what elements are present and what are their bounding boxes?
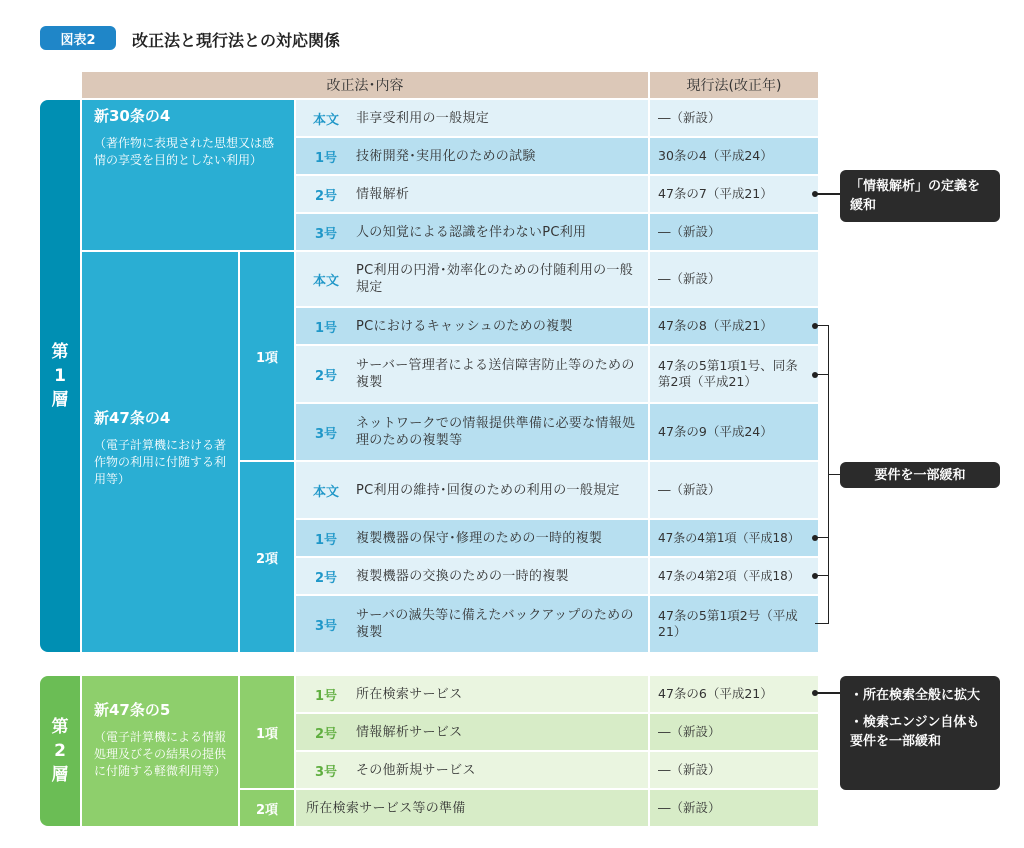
note-search	[840, 676, 1000, 790]
row-num: 3号	[314, 618, 338, 634]
row-law: ―（新設）	[650, 252, 818, 306]
row-law: 30条の4（平成24）	[650, 138, 818, 174]
row-num: 本文	[312, 484, 339, 500]
connector-line	[828, 474, 840, 475]
row-law: 47条の4第1項（平成18）	[650, 520, 818, 556]
table-row	[296, 462, 648, 518]
row-num: 本文	[312, 112, 339, 128]
kou1-label: 1項	[240, 252, 294, 460]
row-num: 3号	[314, 764, 338, 780]
table-row	[296, 558, 648, 594]
header-left: 改正法･内容	[82, 72, 648, 98]
table-row	[296, 100, 648, 136]
table-row	[296, 752, 648, 788]
section-47-4-title: 新47条の4	[94, 409, 171, 427]
row-num: 1号	[314, 320, 338, 336]
row-text: 人の知覚による認識を伴わないPC利用	[356, 224, 587, 240]
row-law: 47条の8（平成21）	[650, 308, 818, 344]
figure-badge: 図表2	[40, 26, 116, 50]
row-num: 1号	[314, 532, 338, 548]
connector-line	[815, 537, 829, 538]
connector-dot	[812, 535, 818, 541]
row-num: 2号	[314, 726, 338, 742]
section-47-5-desc: （電子計算機による情報処理及びその結果の提供に付随する軽微利用等）	[94, 730, 227, 778]
row-num: 1号	[314, 150, 338, 166]
row-text: サーバー管理者による送信障害防止等のための複製	[356, 358, 635, 390]
row-num: 2号	[314, 368, 338, 384]
table-row	[296, 676, 648, 712]
row-num: 2号	[314, 188, 338, 204]
row-law: 47条の9（平成24）	[650, 404, 818, 460]
row-text: 複製機器の保守･修理のための一時的複製	[356, 530, 603, 546]
figure-title: 改正法と現行法との対応関係	[132, 31, 341, 50]
row-text: PCにおけるキャッシュのための複製	[356, 318, 573, 334]
table-row	[296, 596, 648, 652]
row-text: 複製機器の交換のための一時的複製	[356, 568, 569, 584]
row-law: ―（新設）	[650, 100, 818, 136]
header-right: 現行法(改正年)	[650, 72, 818, 98]
table-row	[296, 346, 648, 402]
row-num: 2号	[314, 570, 338, 586]
row-law: 47条の5第1項1号、同条第2項（平成21）	[650, 346, 818, 402]
row-law: ―（新設）	[650, 214, 818, 250]
table-row	[296, 214, 648, 250]
connector-line	[815, 325, 829, 326]
row-law: ―（新設）	[650, 752, 818, 788]
row-text: 情報解析	[356, 186, 410, 202]
table-row	[296, 176, 648, 212]
table-row	[296, 308, 648, 344]
row-law: 47条の5第1項2号（平成21）	[650, 596, 818, 652]
row-law: ―（新設）	[650, 790, 818, 826]
note-search-line2: ・検索エンジン自体も要件を一部緩和	[850, 715, 980, 749]
section-47-4	[82, 252, 238, 652]
row-text: 所在検索サービス	[356, 686, 463, 702]
row-num: 3号	[314, 426, 338, 442]
section-30-4	[82, 100, 294, 250]
table-row	[296, 404, 648, 460]
row-law: 47条の4第2項（平成18）	[650, 558, 818, 594]
row-text: サーバの滅失等に備えたバックアップのための複製	[356, 608, 634, 640]
row-num: 本文	[312, 273, 339, 289]
row-text: 技術開発･実用化のための試験	[356, 148, 536, 164]
row-num: 3号	[314, 226, 338, 242]
connector-dot	[812, 323, 818, 329]
connector-dot	[812, 573, 818, 579]
row-text: PC利用の維持･回復のための利用の一般規定	[356, 482, 620, 498]
row-law: 47条の7（平成21）	[650, 176, 818, 212]
note-definition: 「情報解析」の定義を緩和	[840, 170, 1000, 222]
kou2-label: 2項	[240, 462, 294, 652]
note-requirements: 要件を一部緩和	[840, 462, 1000, 488]
connector-line	[816, 692, 840, 694]
row-text: PC利用の円滑･効率化のための付随利用の一般規定	[356, 263, 634, 295]
l2-kou2-label: 2項	[240, 790, 294, 826]
row-text: 情報解析サービス	[356, 724, 463, 740]
note-search-line1: ・所在検索全般に拡大	[850, 688, 981, 703]
table-row	[296, 138, 648, 174]
l2-kou1-label: 1項	[240, 676, 294, 788]
connector-line	[815, 623, 829, 624]
table-row	[296, 520, 648, 556]
connector-line	[815, 374, 829, 375]
row-text: 所在検索サービス等の準備	[306, 800, 466, 816]
section-47-5	[82, 676, 238, 826]
section-30-4-title: 新30条の4	[94, 107, 171, 125]
layer1-label: 第 1 層	[40, 100, 80, 652]
section-47-4-desc: （電子計算機における著作物の利用に付随する利用等）	[94, 438, 227, 486]
row-law: ―（新設）	[650, 714, 818, 750]
table-row	[296, 714, 648, 750]
row-law: ―（新設）	[650, 462, 818, 518]
row-law: 47条の6（平成21）	[650, 676, 818, 712]
table-row	[296, 790, 648, 826]
section-30-4-desc: （著作物に表現された思想又は感情の享受を目的としない利用）	[94, 136, 275, 167]
layer2-label: 第 2 層	[40, 676, 80, 826]
row-text: 非享受利用の一般規定	[356, 110, 490, 126]
row-text: ネットワークでの情報提供準備に必要な情報処理のための複製等	[356, 416, 636, 448]
connector-dot	[812, 372, 818, 378]
connector-line	[815, 575, 829, 576]
connector-line	[816, 193, 840, 195]
row-text: その他新規サービス	[356, 762, 476, 778]
row-num: 1号	[314, 688, 338, 704]
section-47-5-title: 新47条の5	[94, 701, 171, 719]
table-row	[296, 252, 648, 306]
